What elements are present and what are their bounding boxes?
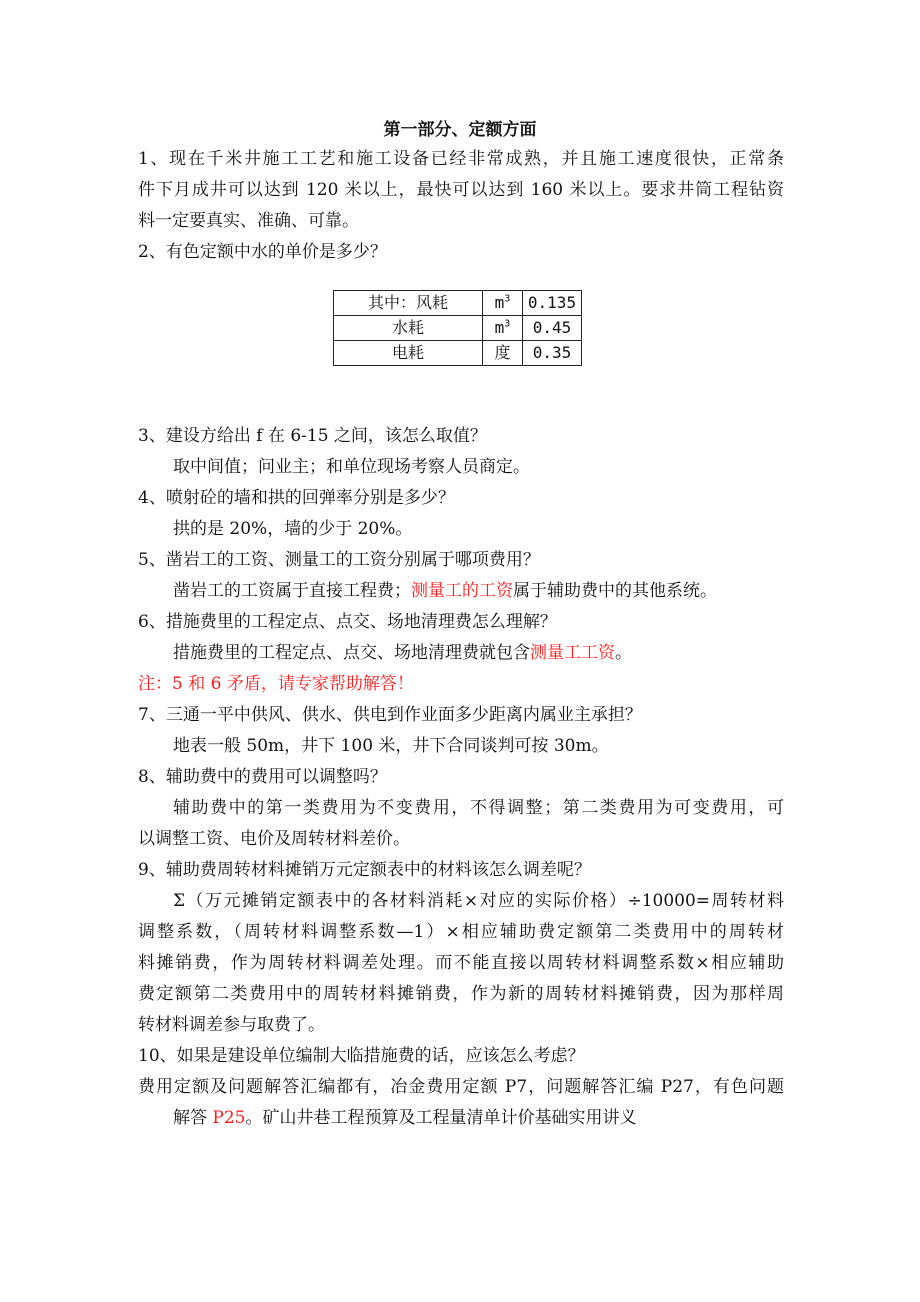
text-block-questions-1-2 — [138, 144, 784, 268]
unit-cell — [483, 316, 523, 341]
text-line — [138, 545, 784, 576]
text-segment: 7、三通一平中供风、供水、供电到作业面多少距离内属业主承担？ — [138, 705, 642, 725]
text-segment: 费用定额及问题解答汇编都有，冶金费用定额 P7，问题解答汇编 P27，有色问题 — [138, 1077, 784, 1097]
text-segment: Σ（万元摊销定额表中的各材料消耗×对应的实际价格）÷10000=周转材料 — [173, 891, 784, 911]
text-line — [138, 1072, 784, 1103]
text-segment: 取中间值；问业主；和单位现场考察人员商定。 — [173, 457, 530, 477]
text-line — [138, 421, 784, 452]
text-segment: 6、措施费里的工程定点、点交、场地清理费怎么理解？ — [138, 612, 557, 632]
unit: 度 — [494, 343, 511, 362]
text-segment: 9、辅助费周转材料摊销万元定额表中的材料该怎么调差呢？ — [138, 860, 591, 880]
text-segment: 辅助费中的第一类费用为不变费用，不得调整；第二类费用为可变费用，可 — [173, 798, 784, 818]
unit-cell — [483, 341, 523, 366]
text-line — [138, 886, 784, 917]
unit-exponent: 3 — [504, 293, 511, 305]
text-segment: 拱的是 20%，墙的少于 20%。 — [173, 519, 413, 539]
text-segment: 解答 — [173, 1108, 213, 1128]
text-segment: 10、如果是建设单位编制大临措施费的话，应该怎么考虑？ — [138, 1046, 585, 1066]
text-segment: 转材料调差参与取费了。 — [138, 1015, 325, 1035]
unit-cell — [483, 291, 523, 316]
text-line — [138, 514, 784, 545]
unit-price: 0.135 — [523, 291, 582, 316]
text-segment: 措施费里的工程定点、点交、场地清理费就包含 — [173, 643, 530, 663]
text-line — [138, 1103, 784, 1134]
text-line — [138, 206, 784, 237]
text-line — [138, 855, 784, 886]
highlighted-text: 注：5 和 6 矛盾，请专家帮助解答！ — [138, 674, 414, 694]
text-line — [138, 607, 784, 638]
text-line — [138, 700, 784, 731]
text-segment: 5、凿岩工的工资、测量工的工资分别属于哪项费用？ — [138, 550, 540, 570]
text-line — [138, 979, 784, 1010]
text-line — [138, 793, 784, 824]
text-segment: 料一定要真实、准确、可靠。 — [138, 211, 359, 231]
text-block-questions-3-10 — [138, 421, 784, 1134]
text-segment: 。矿山井巷工程预算及工程量清单计价基础实用讲义 — [245, 1108, 637, 1128]
consumption-table — [333, 290, 582, 366]
section-title: 第一部分、定额方面 — [383, 120, 537, 140]
table-row — [334, 341, 582, 366]
text-segment: 2、有色定额中水的单价是多少？ — [138, 242, 387, 262]
highlighted-text: P25 — [212, 1108, 246, 1128]
text-line — [138, 638, 784, 669]
text-line — [138, 824, 784, 855]
item-name: 电耗 — [334, 341, 483, 366]
text-line — [138, 483, 784, 514]
text-segment: 料摊销费，作为周转材料调差处理。而不能直接以周转材料调整系数×相应辅助 — [138, 953, 784, 973]
text-line — [138, 237, 784, 268]
unit-exponent: 3 — [504, 318, 511, 330]
text-segment: 属于辅助费中的其他系统。 — [513, 581, 717, 601]
text-segment: 调整系数，（周转材料调整系数—1）×相应辅助费定额第二类费用中的周转材 — [138, 922, 784, 942]
table-row — [334, 316, 582, 341]
text-segment: 费定额第二类费用中的周转材料摊销费，作为新的周转材料摊销费，因为那样周 — [138, 984, 784, 1004]
text-line — [138, 576, 784, 607]
item-name: 水耗 — [334, 316, 483, 341]
unit-price: 0.35 — [523, 341, 582, 366]
text-line — [138, 144, 784, 175]
highlighted-text: 测量工工资 — [530, 643, 615, 663]
highlighted-text: 测量工的工资 — [411, 581, 513, 601]
text-line — [138, 948, 784, 979]
unit: m — [494, 318, 505, 337]
text-segment: 地表一般 50m，井下 100 米，井下合同谈判可按 30m。 — [173, 736, 609, 756]
unit: m — [494, 293, 505, 312]
text-line — [138, 731, 784, 762]
text-line — [138, 175, 784, 206]
text-segment: 3、建设方给出 f 在 6-15 之间，该怎么取值？ — [138, 426, 487, 446]
text-segment: 。 — [615, 643, 632, 663]
text-segment: 8、辅助费中的费用可以调整吗？ — [138, 767, 387, 787]
text-line — [138, 1010, 784, 1041]
text-segment: 凿岩工的工资属于直接工程费； — [173, 581, 411, 601]
text-line — [138, 1041, 784, 1072]
text-segment: 4、喷射砼的墙和拱的回弹率分别是多少？ — [138, 488, 455, 508]
text-line — [138, 452, 784, 483]
table-row — [334, 291, 582, 316]
text-segment: 以调整工资、电价及周转材料差价。 — [138, 829, 410, 849]
text-line — [138, 917, 784, 948]
text-segment: 件下月成井可以达到 120 米以上，最快可以达到 160 米以上。要求井筒工程钻资 — [138, 180, 784, 200]
text-line — [138, 762, 784, 793]
text-segment: 1、现在千米井施工工艺和施工设备已经非常成熟，并且施工速度很快，正常条 — [138, 149, 784, 169]
text-line — [138, 669, 784, 700]
unit-price: 0.45 — [523, 316, 582, 341]
item-name: 其中：风耗 — [334, 291, 483, 316]
